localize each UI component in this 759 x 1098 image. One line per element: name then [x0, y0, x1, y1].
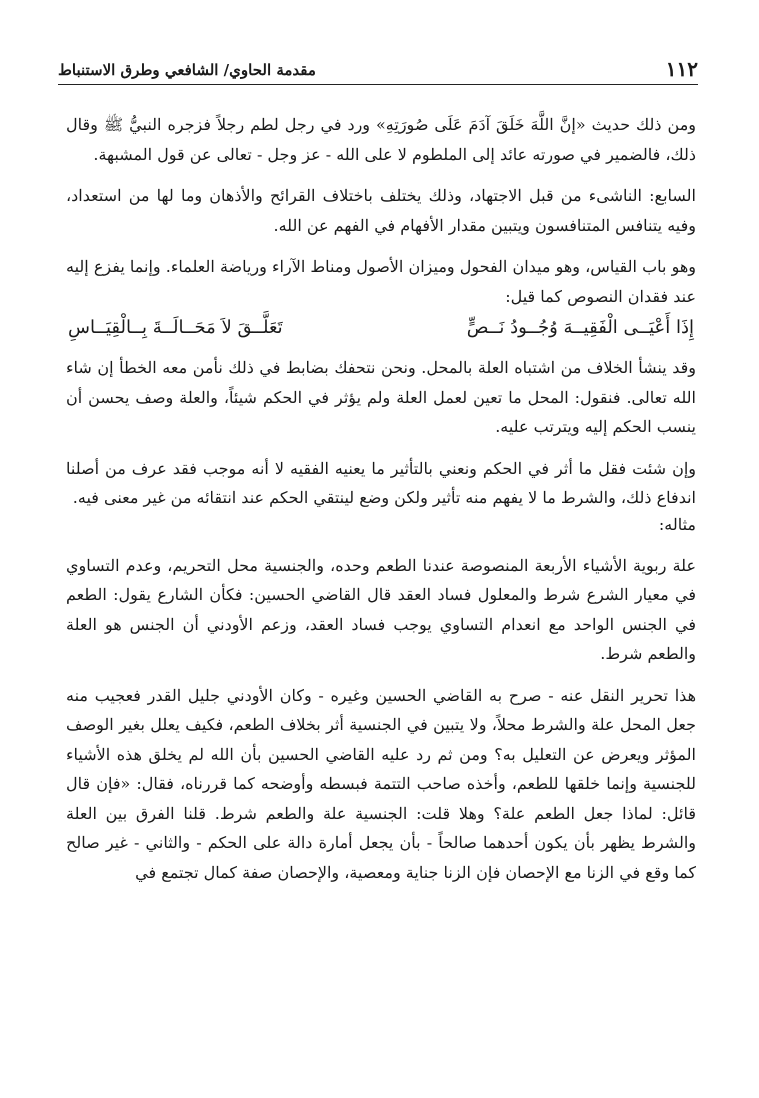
poetry-verse: [66, 313, 696, 343]
paragraph-riba-cause: علة ربوية الأشياء الأربعة المنصوصة عندنا الطعم وحده، والجنسية محل التحريم، وعدم التساوي في معيار الشرع شرط والمعلول فساد العقد قال القاضي الحسين: فكأن الشارع يقول: الطعم في الجنس الواحد مع انعدام التساوي يوجب فساد العقد، وزعم الأودني أن الجنس هو العلة والطعم شرط.: [66, 555, 696, 663]
paragraph-awdani-critique: هذا تحرير النقل عنه - صرح به القاضي الحسين وغيره - وكان الأودني جليل القدر فعجيب منه جعل المحل علة والشرط محلاً، ولا يتبين في الجنسية أثر بخلاف الطعم، فكيف يعلل بغير الوصف المؤثر ويعرض عن التعليل به؟ ومن ثم رد عليه القاضي الحسين بأن الله لم يخلق هذه الأشياء للجنسية وإنما خلقها للطعم، وأخذه صاحب التتمة فبسطه وأوضحه كما قررناه، فقال: «فإن قال قائل: لماذا جعل الطعم علة؟ وهلا قلت: الجنسية علة والطعم شرط. قلنا الفرق بين العلة والشرط يظهر بأن يكون أحدهما صالحاً - بأن يجعل أمارة دالة على الحكم - والثاني - غير صالح كما وقع في الزنا مع الإحصان فإن الزنا جناية ومعصية، والإحصان صفة كمال تجتمع في: [66, 685, 697, 882]
page-body: [66, 110, 696, 899]
page-number: ١١٢: [665, 57, 698, 81]
running-title: مقدمة الحاوي/ الشافعي وطرق الاستنباط: [58, 61, 316, 79]
paragraph-hadith-example: ومن ذلك حديث «إنَّ اللَّهَ خَلَقَ آدَمَ عَلَى صُورَتِهِ» ورد في رجل لطم رجلاً فزجره النبيُّ ﷺ وقال ذلك، فالضمير في صورته عائد إلى الملطوم لا على الله - عز وجل - تعالى عن قول المشبهة.: [66, 115, 696, 164]
paragraph-seventh-cause: السابع: الناشىء من قبل الاجتهاد، وذلك يختلف باختلاف القرائح والأذهان وما لها من استعداد، وفيه يتنافس المتنافسون ويتبين مقدار الأفهام في الفهم عن الله.: [66, 186, 696, 235]
verse-first-hemistich: إِذَا أَعْيَــى الْفَقِيــهَ وُجُــودُ نَــصٍّ: [466, 317, 694, 338]
verse-second-hemistich: تَعَلَّــقَ لاَ مَحَــالَــةَ بِــالْقِيَــاسِ: [68, 317, 283, 338]
paragraph-analogy: وهو باب القياس، وهو ميدان الفحول وميزان الأصول ومناط الآراء ورياضة العلماء. وإنما يفزع إليه عند فقدان النصوص كما قيل:: [66, 257, 696, 306]
example-label: مثاله:: [658, 514, 696, 534]
paragraph-cause-vs-locus: وقد ينشأ الخلاف من اشتباه العلة بالمحل. ونحن نتحفك بضابط في ذلك نأمن معه الخطأ إن شاء الله تعالى. فنقول: المحل ما تعين لعمل العلة ولم يؤثر في الحكم شيئاً، والعلة وصف يحسن أن ينسب الحكم إليه ويترتب عليه.: [66, 358, 696, 436]
page-header: [58, 58, 698, 85]
paragraph-condition-definition: وإن شئت فقل ما أثر في الحكم ونعني بالتأثير ما يعنيه الفقيه لا أنه موجب فقد عرف من أصلنا اندفاع ذلك، والشرط ما لا يفهم منه تأثير ولكن وضع لينتقي الحكم عند انتقائه من غير معنى فيه.: [66, 458, 696, 507]
